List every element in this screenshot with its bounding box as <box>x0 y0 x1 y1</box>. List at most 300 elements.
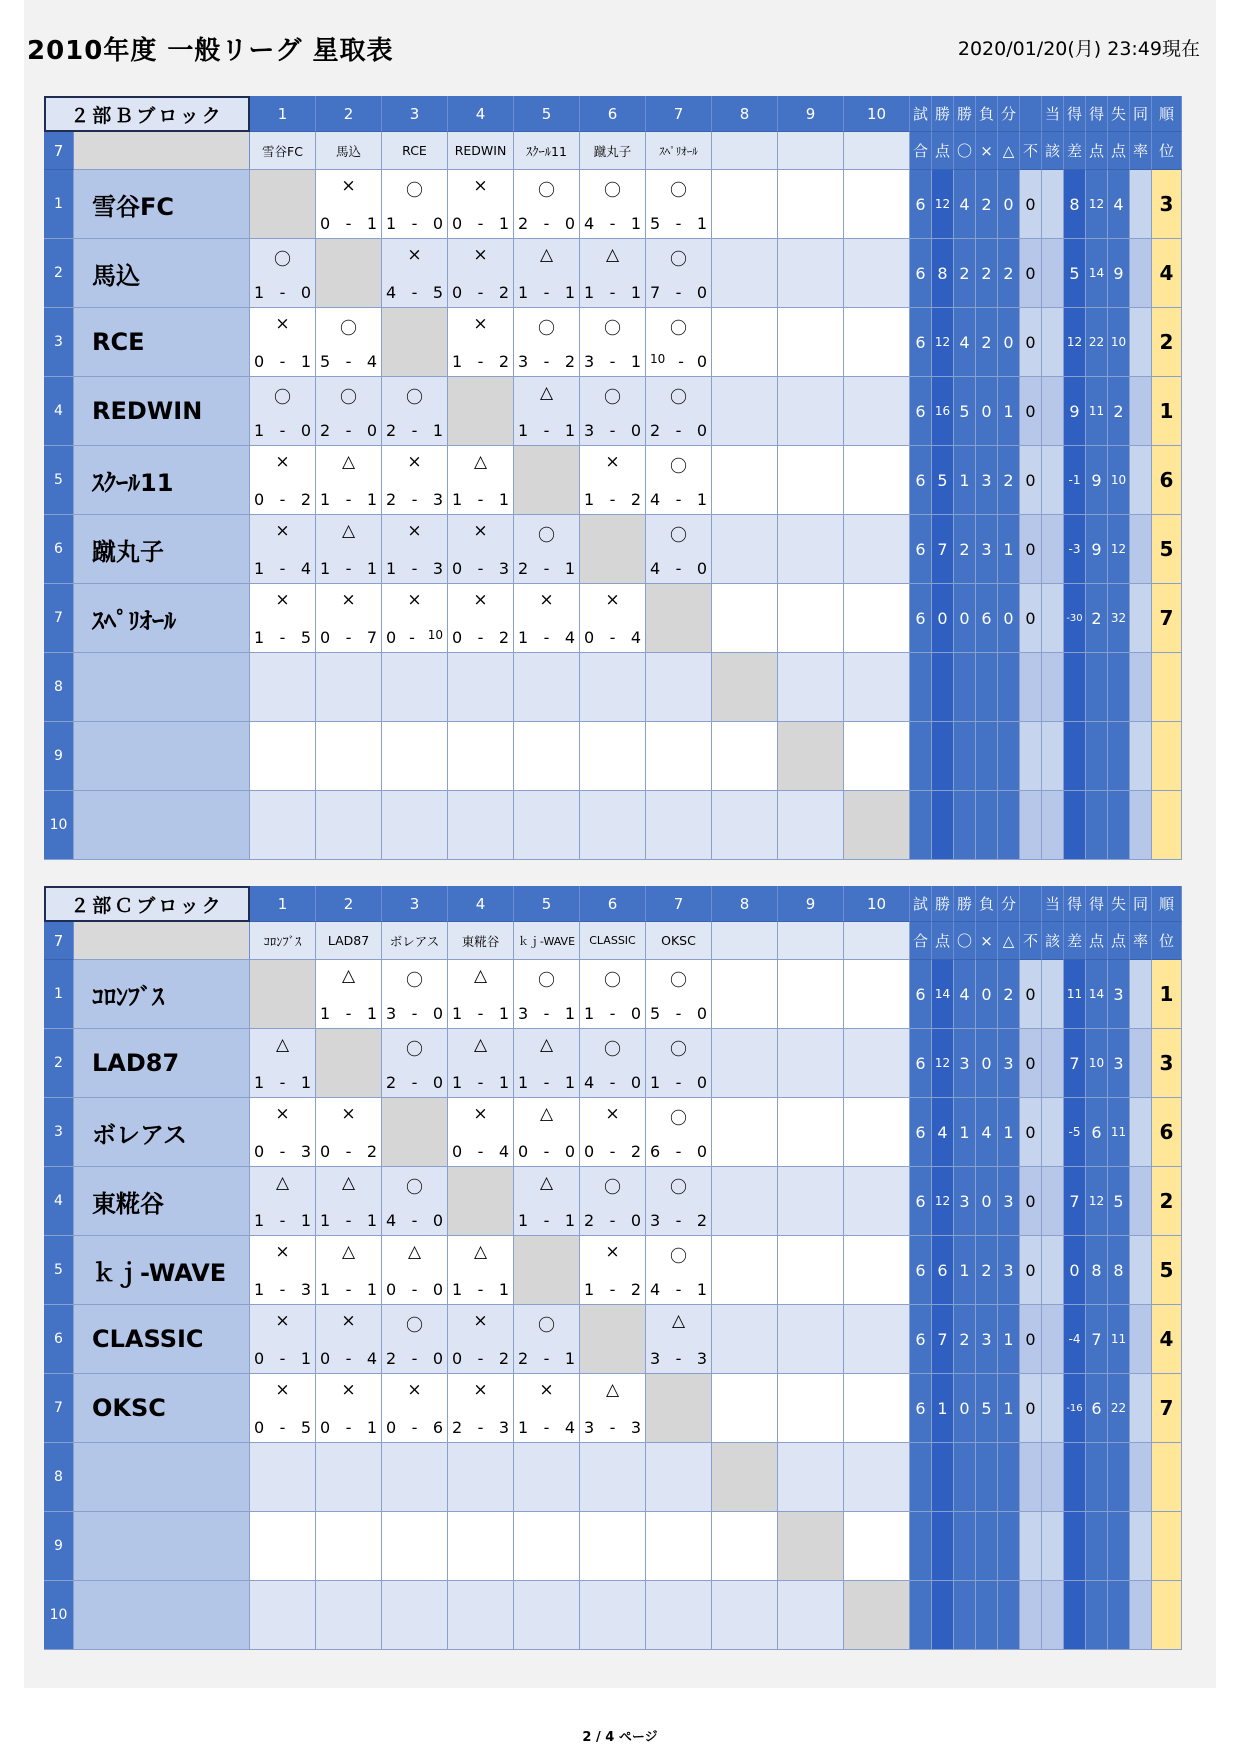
row-number: 6 <box>44 515 74 584</box>
stat-header-top: 勝 <box>954 96 976 132</box>
rank-value: 2 <box>1152 308 1182 377</box>
score-for: 1 <box>386 559 397 578</box>
stat-value <box>1086 653 1108 722</box>
stat-value <box>1064 1581 1086 1650</box>
match-result-cell <box>250 722 316 791</box>
stat-value: 0 <box>1020 584 1042 653</box>
score-for: 0 <box>254 490 265 509</box>
match-result-cell <box>778 1236 844 1305</box>
stat-header-bottom: 不 <box>1020 132 1042 170</box>
score-for: 0 <box>254 1142 265 1161</box>
score-dash: - <box>411 283 418 302</box>
score-dash: - <box>609 1280 616 1299</box>
self-match-cell <box>778 722 844 791</box>
match-score <box>386 1280 443 1299</box>
score-for: 2 <box>386 421 397 440</box>
stat-value: 10 <box>1086 1029 1108 1098</box>
score-for: 3 <box>650 1211 661 1230</box>
match-result-cell <box>844 722 910 791</box>
self-match-cell <box>448 1167 514 1236</box>
stat-value: 8 <box>1086 1236 1108 1305</box>
score-for: 3 <box>584 421 595 440</box>
stat-value: 6 <box>910 377 932 446</box>
score-against: 3 <box>498 559 509 578</box>
stat-value: 0 <box>1020 377 1042 446</box>
stat-value <box>998 653 1020 722</box>
score-against: 6 <box>432 1418 443 1437</box>
stat-value: 7 <box>1086 1305 1108 1374</box>
result-symbol: × <box>341 1311 356 1331</box>
score-against: 2 <box>696 1211 707 1230</box>
stat-header-bottom: 点 <box>1086 132 1108 170</box>
score-against: 1 <box>366 1418 377 1437</box>
stat-value <box>998 1581 1020 1650</box>
score-dash: - <box>675 1142 682 1161</box>
opponent-name: 東糀谷 <box>448 922 514 960</box>
stat-header-top <box>1020 96 1042 132</box>
match-result-cell <box>382 1581 448 1650</box>
stat-value <box>1064 1512 1086 1581</box>
match-score <box>320 352 377 371</box>
match-result-cell <box>844 1374 910 1443</box>
score-dash: - <box>279 283 286 302</box>
stat-value: 3 <box>998 1236 1020 1305</box>
result-symbol: 〇 <box>538 971 555 991</box>
match-result-cell <box>844 1305 910 1374</box>
result-symbol: × <box>539 1380 554 1400</box>
match-score <box>320 1418 377 1437</box>
table-row <box>44 960 1196 1029</box>
stat-value: -16 <box>1064 1374 1086 1443</box>
match-result-cell <box>514 1374 580 1443</box>
stat-header-top: 勝 <box>932 886 954 922</box>
score-for: 1 <box>254 283 265 302</box>
match-result-cell <box>712 515 778 584</box>
stat-value: 0 <box>976 377 998 446</box>
score-against: 3 <box>696 1349 707 1368</box>
match-score <box>320 490 377 509</box>
score-for: 2 <box>386 490 397 509</box>
stat-value: 9 <box>1064 377 1086 446</box>
team-name: ｽｸｰﾙ11 <box>74 446 250 515</box>
match-result-cell <box>646 377 712 446</box>
score-dash: - <box>543 1349 550 1368</box>
score-against: 0 <box>564 1142 575 1161</box>
stat-value: 2 <box>998 239 1020 308</box>
match-result-cell <box>712 1029 778 1098</box>
score-dash: - <box>477 1418 484 1437</box>
opponent-name: ｽﾍﾟﾘｵｰﾙ <box>646 132 712 170</box>
match-result-cell <box>844 653 910 722</box>
stat-value: 6 <box>932 1236 954 1305</box>
match-result-cell <box>778 308 844 377</box>
score-for: 2 <box>518 214 529 233</box>
row-number: 2 <box>44 1029 74 1098</box>
match-result-cell <box>448 722 514 791</box>
stat-value: 3 <box>998 1029 1020 1098</box>
stat-value <box>976 1443 998 1512</box>
stat-value: 0 <box>1064 1236 1086 1305</box>
score-for: 1 <box>518 628 529 647</box>
match-result-cell <box>250 515 316 584</box>
score-against: 1 <box>366 559 377 578</box>
match-result-cell <box>646 1029 712 1098</box>
result-symbol: △ <box>341 452 356 472</box>
match-result-cell <box>646 308 712 377</box>
result-symbol: × <box>341 1380 356 1400</box>
match-result-cell <box>712 170 778 239</box>
match-result-cell <box>448 960 514 1029</box>
match-score <box>518 1073 575 1092</box>
score-dash: - <box>675 421 682 440</box>
column-number: 3 <box>382 96 448 132</box>
stat-header-top: 失 <box>1108 96 1130 132</box>
stat-value <box>1042 1512 1064 1581</box>
match-score <box>254 1418 311 1437</box>
rank-value: 3 <box>1152 170 1182 239</box>
match-result-cell <box>778 515 844 584</box>
stat-value <box>1042 1236 1064 1305</box>
column-number: 4 <box>448 886 514 922</box>
team-name <box>74 1443 250 1512</box>
score-against: 0 <box>630 1073 641 1092</box>
match-result-cell <box>580 1236 646 1305</box>
score-for: 1 <box>584 1004 595 1023</box>
stat-value <box>1130 170 1152 239</box>
score-for: 1 <box>320 559 331 578</box>
match-result-cell <box>646 791 712 860</box>
score-against: 1 <box>498 214 509 233</box>
stat-value: 8 <box>1108 1236 1130 1305</box>
match-result-cell <box>448 1512 514 1581</box>
rank-value: 6 <box>1152 1098 1182 1167</box>
score-for: 4 <box>650 1280 661 1299</box>
self-match-cell <box>382 308 448 377</box>
match-result-cell <box>778 239 844 308</box>
result-symbol: × <box>275 1242 290 1262</box>
result-symbol: × <box>473 1311 488 1331</box>
stat-header-bottom: 合 <box>910 922 932 960</box>
result-symbol: × <box>473 176 488 196</box>
stat-value: 6 <box>910 1029 932 1098</box>
stat-value: 1 <box>932 1374 954 1443</box>
stat-header-bottom: 差 <box>1064 132 1086 170</box>
result-symbol: 〇 <box>406 388 423 408</box>
match-score <box>386 1349 443 1368</box>
match-result-cell <box>448 308 514 377</box>
score-against: 1 <box>564 1004 575 1023</box>
match-score <box>650 352 707 371</box>
score-dash: - <box>543 352 550 371</box>
match-result-cell <box>844 1098 910 1167</box>
stat-header-top: 順 <box>1152 96 1182 132</box>
score-for: 3 <box>518 1004 529 1023</box>
stat-value <box>1042 1443 1064 1512</box>
match-score <box>452 214 509 233</box>
stat-header-top: 当 <box>1042 886 1064 922</box>
stat-value <box>932 653 954 722</box>
score-for: 6 <box>650 1142 661 1161</box>
stat-header-top: 試 <box>910 886 932 922</box>
score-against: 5 <box>432 283 443 302</box>
rank-value <box>1152 722 1182 791</box>
team-name <box>74 1512 250 1581</box>
stat-value <box>910 653 932 722</box>
score-against: 4 <box>630 628 641 647</box>
result-symbol: 〇 <box>670 388 687 408</box>
rank-value: 4 <box>1152 239 1182 308</box>
match-result-cell <box>514 308 580 377</box>
match-result-cell <box>778 377 844 446</box>
stat-value: 6 <box>910 1167 932 1236</box>
score-against: 3 <box>300 1280 311 1299</box>
stat-value <box>954 1443 976 1512</box>
stat-header-top: 当 <box>1042 96 1064 132</box>
stat-value <box>1020 791 1042 860</box>
stat-value: 2 <box>976 1236 998 1305</box>
column-number: 9 <box>778 886 844 922</box>
score-dash: - <box>345 1142 352 1161</box>
score-against: 3 <box>630 1418 641 1437</box>
stat-value <box>1064 722 1086 791</box>
match-score <box>452 1142 509 1161</box>
score-against: 2 <box>498 283 509 302</box>
result-symbol: 〇 <box>406 1178 423 1198</box>
stat-value <box>976 791 998 860</box>
score-for: 0 <box>452 559 463 578</box>
result-symbol: 〇 <box>670 1109 687 1129</box>
match-result-cell <box>580 653 646 722</box>
stat-value <box>1130 1098 1152 1167</box>
stat-header-top: 得 <box>1064 96 1086 132</box>
stat-value: 6 <box>910 308 932 377</box>
column-number: 5 <box>514 96 580 132</box>
stat-header-bottom: 点 <box>1108 922 1130 960</box>
block-name: ２部Ｂブロック <box>44 96 250 132</box>
column-number: 4 <box>448 96 514 132</box>
self-match-cell <box>250 170 316 239</box>
score-dash: - <box>543 1418 550 1437</box>
score-against: 4 <box>564 1418 575 1437</box>
rank-value: 5 <box>1152 515 1182 584</box>
score-dash: - <box>477 628 484 647</box>
score-dash: - <box>411 421 418 440</box>
match-result-cell <box>382 722 448 791</box>
result-symbol: △ <box>539 1035 554 1055</box>
score-for: 1 <box>320 1004 331 1023</box>
row-number: 7 <box>44 1374 74 1443</box>
score-against: 0 <box>300 421 311 440</box>
score-against: 3 <box>432 490 443 509</box>
result-symbol: 〇 <box>538 1316 555 1336</box>
stat-value <box>932 1443 954 1512</box>
stat-value: 5 <box>954 377 976 446</box>
stat-value <box>932 1512 954 1581</box>
match-result-cell <box>580 960 646 1029</box>
stat-value <box>954 722 976 791</box>
match-result-cell <box>778 446 844 515</box>
match-score <box>254 1280 311 1299</box>
stat-value <box>1130 1581 1152 1650</box>
score-against: 1 <box>498 1004 509 1023</box>
match-result-cell <box>778 1167 844 1236</box>
match-score <box>452 559 509 578</box>
stat-header-bottom: 点 <box>932 132 954 170</box>
match-result-cell <box>382 1512 448 1581</box>
result-symbol: △ <box>473 966 488 986</box>
score-dash: - <box>345 1349 352 1368</box>
score-for: 0 <box>452 1142 463 1161</box>
stat-header-bottom: × <box>976 132 998 170</box>
stat-value <box>1108 1443 1130 1512</box>
match-result-cell <box>580 1443 646 1512</box>
score-dash: - <box>543 1004 550 1023</box>
stat-value: 0 <box>1020 1167 1042 1236</box>
stat-value: 2 <box>1108 377 1130 446</box>
stat-value: 3 <box>976 515 998 584</box>
result-symbol: × <box>341 176 356 196</box>
match-result-cell <box>712 1236 778 1305</box>
stat-value: 4 <box>976 1098 998 1167</box>
match-result-cell <box>250 1512 316 1581</box>
opponent-name: ｺﾛﾝﾌﾞｽ <box>250 922 316 960</box>
score-for: 0 <box>320 1418 331 1437</box>
match-result-cell <box>448 584 514 653</box>
score-against: 0 <box>696 352 707 371</box>
stat-value: 12 <box>1064 308 1086 377</box>
opponent-name <box>844 922 910 960</box>
match-score <box>254 559 311 578</box>
stat-value <box>932 722 954 791</box>
score-for: 1 <box>320 490 331 509</box>
stat-value: 1 <box>998 1374 1020 1443</box>
stat-value: 12 <box>1086 170 1108 239</box>
self-match-cell <box>844 1581 910 1650</box>
team-count: 7 <box>44 922 74 960</box>
match-score <box>650 1349 707 1368</box>
match-score <box>386 1073 443 1092</box>
match-result-cell <box>316 1374 382 1443</box>
score-dash: - <box>543 1073 550 1092</box>
match-score <box>518 1142 575 1161</box>
match-score <box>386 628 443 647</box>
table-row <box>44 722 1196 791</box>
match-result-cell <box>448 1236 514 1305</box>
match-result-cell <box>514 1029 580 1098</box>
score-dash: - <box>609 1142 616 1161</box>
score-against: 1 <box>366 1211 377 1230</box>
score-dash: - <box>411 1211 418 1230</box>
stat-value: 9 <box>1108 239 1130 308</box>
score-dash: - <box>675 559 682 578</box>
result-symbol: 〇 <box>670 181 687 201</box>
stat-value: 1 <box>998 515 1020 584</box>
column-number: 6 <box>580 886 646 922</box>
row-number: 5 <box>44 1236 74 1305</box>
stat-value: 6 <box>1086 1374 1108 1443</box>
opponent-name: 蹴丸子 <box>580 132 646 170</box>
match-result-cell <box>382 1167 448 1236</box>
stat-value <box>998 1443 1020 1512</box>
stat-value: 5 <box>976 1374 998 1443</box>
score-against: 1 <box>300 1211 311 1230</box>
stat-value <box>1020 1512 1042 1581</box>
team-name: ｽﾍﾟﾘｵｰﾙ <box>74 584 250 653</box>
score-for: 5 <box>320 352 331 371</box>
rank-value: 4 <box>1152 1305 1182 1374</box>
result-symbol: 〇 <box>538 319 555 339</box>
result-symbol: 〇 <box>670 526 687 546</box>
score-dash: - <box>609 628 616 647</box>
stat-value: 4 <box>954 170 976 239</box>
team-name <box>74 653 250 722</box>
result-symbol: × <box>605 1242 620 1262</box>
score-for: 4 <box>650 559 661 578</box>
match-score <box>254 1073 311 1092</box>
stat-value <box>1020 653 1042 722</box>
match-result-cell <box>646 170 712 239</box>
stat-value: 2 <box>954 515 976 584</box>
score-dash: - <box>411 214 418 233</box>
score-dash: - <box>678 352 684 371</box>
score-for: 2 <box>584 1211 595 1230</box>
stat-header-top: 負 <box>976 96 998 132</box>
match-result-cell <box>580 170 646 239</box>
stat-value: 5 <box>1064 239 1086 308</box>
match-result-cell <box>514 515 580 584</box>
stat-value: 4 <box>954 960 976 1029</box>
result-symbol: △ <box>539 383 554 403</box>
stat-value: 6 <box>910 1305 932 1374</box>
score-against: 2 <box>498 628 509 647</box>
stat-value: 14 <box>1086 960 1108 1029</box>
self-match-cell <box>580 1305 646 1374</box>
score-for: 0 <box>320 1349 331 1368</box>
score-for: 1 <box>584 283 595 302</box>
stat-value <box>1042 446 1064 515</box>
page-number: 2 / 4 ページ <box>582 1730 658 1745</box>
score-dash: - <box>609 1004 616 1023</box>
match-result-cell <box>712 960 778 1029</box>
stat-value: 0 <box>1020 1374 1042 1443</box>
header-row-numbers <box>44 96 1196 132</box>
score-against: 0 <box>432 1211 443 1230</box>
score-against: 2 <box>300 490 311 509</box>
table-row <box>44 446 1196 515</box>
stat-value: 6 <box>910 170 932 239</box>
result-symbol: × <box>473 590 488 610</box>
score-dash: - <box>477 283 484 302</box>
stat-header-top: 順 <box>1152 886 1182 922</box>
team-name: 雪谷FC <box>74 170 250 239</box>
match-result-cell <box>514 1167 580 1236</box>
stat-header-top: 得 <box>1064 886 1086 922</box>
score-against: 1 <box>432 421 443 440</box>
score-against: 1 <box>564 421 575 440</box>
match-result-cell <box>316 1581 382 1650</box>
stat-header-top <box>1020 886 1042 922</box>
stat-value <box>976 722 998 791</box>
match-score <box>584 490 641 509</box>
column-number: 7 <box>646 886 712 922</box>
score-for: 3 <box>518 352 529 371</box>
score-dash: - <box>411 559 418 578</box>
stat-header-top: 勝 <box>954 886 976 922</box>
match-result-cell <box>844 1443 910 1512</box>
match-result-cell <box>316 1305 382 1374</box>
stat-value <box>1130 239 1152 308</box>
opponent-name: OKSC <box>646 922 712 960</box>
